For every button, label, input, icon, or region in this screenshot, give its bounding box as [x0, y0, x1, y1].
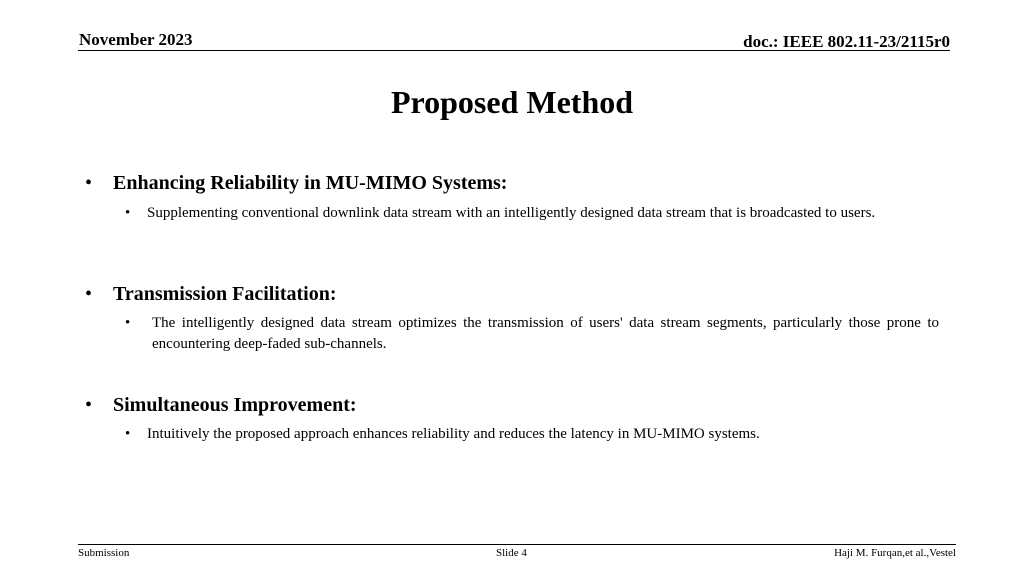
footer-submission: Submission	[78, 547, 130, 559]
sub-bullet-text: The intelligently designed data stream optimizes the transmission of users' data stream segments, particularly those prone to encountering deep-faded sub-channels.	[152, 315, 939, 352]
sub-bullet-dot: •	[125, 205, 131, 221]
footer-author: Haji M. Furqan,et al.,Vestel	[834, 547, 956, 559]
header-date: November 2023	[79, 30, 193, 49]
footer-divider	[78, 544, 956, 545]
bullet-dot: •	[85, 283, 93, 305]
sub-bullet-transmission	[125, 313, 939, 355]
slide-title: Proposed Method	[390, 84, 634, 120]
sub-bullet-text: Supplementing conventional downlink data stream with an intelligently designed data stream that is broadcasted to users.	[147, 205, 876, 221]
sub-bullet-reliability	[125, 203, 947, 224]
bullet-heading-simultaneous	[85, 394, 357, 417]
header-doc-id: doc.: IEEE 802.11-23/2115r0	[743, 32, 950, 51]
bullet-heading-reliability	[85, 172, 508, 195]
bullet-heading-transmission	[85, 283, 337, 306]
bullet-heading-text: Transmission Facilitation:	[113, 283, 337, 305]
sub-bullet-simultaneous	[125, 424, 947, 445]
footer-slide-number: Slide 4	[496, 547, 527, 559]
bullet-heading-text: Enhancing Reliability in MU-MIMO Systems:	[113, 172, 508, 194]
sub-bullet-dot: •	[125, 426, 131, 442]
bullet-dot: •	[85, 172, 93, 194]
sub-bullet-text: Intuitively the proposed approach enhances reliability and reduces the latency in MU-MIMO systems.	[147, 426, 760, 442]
bullet-dot: •	[85, 394, 93, 416]
bullet-heading-text: Simultaneous Improvement:	[113, 394, 357, 416]
sub-bullet-dot: •	[125, 315, 131, 331]
